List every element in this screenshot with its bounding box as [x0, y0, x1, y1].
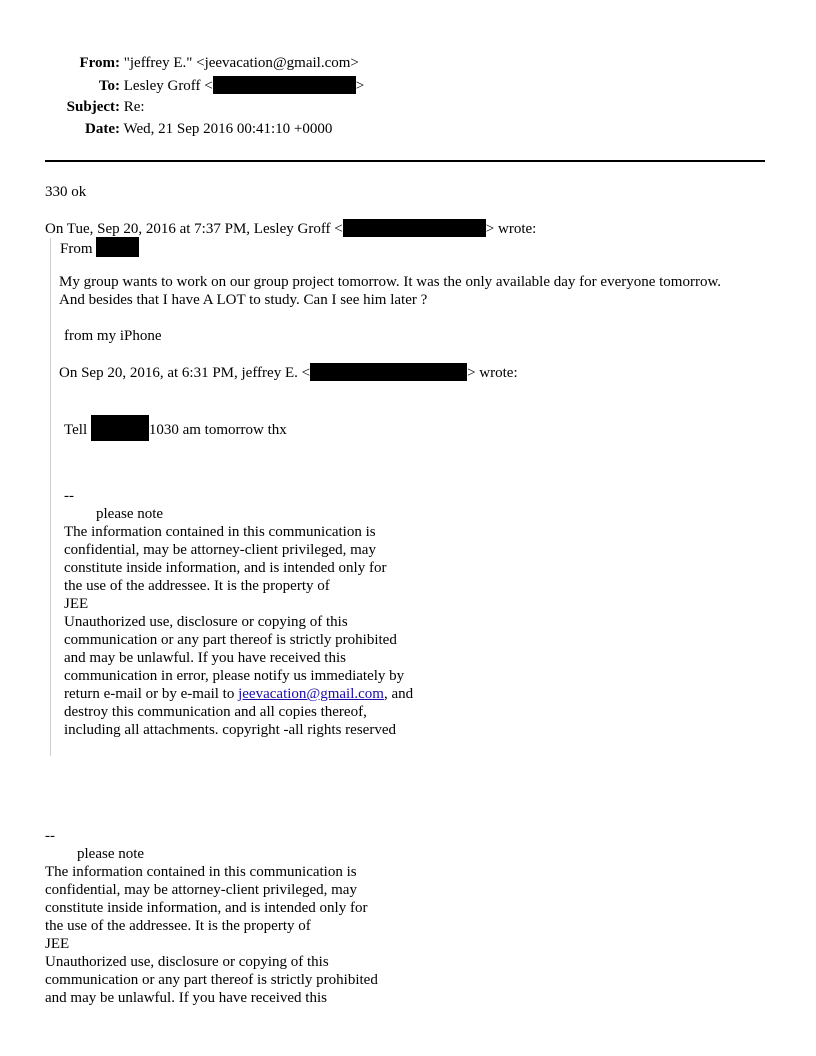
disclaimer-dashes: -- [45, 828, 55, 844]
reply-text: 330 ok [45, 184, 87, 200]
disclaimer-line: including all attachments. copyright -all rights reserved [64, 722, 396, 738]
quote1-attribution [45, 219, 536, 238]
email-link[interactable]: jeevacation@gmail.com [238, 686, 384, 702]
disclaimer-line: the use of the addressee. It is the property of [45, 918, 311, 934]
disclaimer-line: constitute inside information, and is intended only for [64, 560, 387, 576]
redaction-box [213, 76, 356, 94]
quoted-disclaimer [64, 487, 413, 739]
disclaimer-line: and may be unlawful. If you have received this [64, 650, 346, 666]
quote1-from-prefix: From [60, 241, 97, 257]
header-subject-value: Re: [123, 99, 145, 115]
quote1-paragraph-line1: My group wants to work on our group project tomorrow. It was the only available day for everyone tomorrow. [59, 274, 722, 290]
disclaimer-line: The information contained in this communication is [64, 524, 376, 540]
redaction-box [91, 415, 149, 441]
quote2-attribution [59, 363, 518, 382]
header-date-label: Date: [85, 121, 120, 137]
disclaimer-email-suffix: , and [383, 686, 414, 702]
header-from-label: From: [79, 55, 120, 71]
quote1-attribution-suffix: > wrote: [485, 221, 537, 237]
header-to-label: To: [98, 78, 120, 94]
disclaimer-line: confidential, may be attorney-client privileged, may [64, 542, 376, 558]
header-to-row [45, 76, 364, 95]
disclaimer-note: please note [77, 846, 145, 862]
disclaimer-line: Unauthorized use, disclosure or copying of this [64, 614, 348, 630]
disclaimer-email-prefix: return e-mail or by e-mail to [64, 686, 239, 702]
disclaimer-line: destroy this communication and all copies thereof, [64, 704, 367, 720]
header-from-value: "jeffrey E." <jeevacation@gmail.com> [123, 55, 359, 71]
quote2-attribution-prefix: On Sep 20, 2016, at 6:31 PM, jeffrey E. < [59, 365, 311, 381]
disclaimer-line: confidential, may be attorney-client privileged, may [45, 882, 357, 898]
quote1-signature: from my iPhone [64, 328, 162, 344]
disclaimer-line: and may be unlawful. If you have received this [45, 990, 327, 1006]
header-subject-label: Subject: [66, 99, 120, 115]
disclaimer-line: JEE [64, 596, 89, 612]
disclaimer-note: please note [96, 506, 164, 522]
header-to-prefix: Lesley Groff < [123, 78, 213, 94]
redaction-box [343, 219, 486, 237]
quote2-tell-suffix: 1030 am tomorrow thx [148, 422, 287, 438]
redaction-box [96, 237, 139, 257]
disclaimer-line: communication or any part thereof is strictly prohibited [45, 972, 378, 988]
header-divider [45, 160, 765, 162]
header-to-suffix: > [355, 78, 365, 94]
disclaimer-line: communication or any part thereof is strictly prohibited [64, 632, 397, 648]
quote2-message [64, 415, 287, 441]
outer-disclaimer [45, 827, 378, 1007]
quote1-from-line [60, 237, 139, 258]
disclaimer-line: Unauthorized use, disclosure or copying of this [45, 954, 329, 970]
quote-bar [50, 238, 51, 756]
quote2-tell-prefix: Tell [64, 422, 91, 438]
header-date-value: Wed, 21 Sep 2016 00:41:10 +0000 [123, 121, 333, 137]
quote1-paragraph-line2: And besides that I have A LOT to study. Can I see him later ? [59, 292, 428, 308]
disclaimer-dashes: -- [64, 488, 74, 504]
disclaimer-email-line [64, 685, 413, 703]
header-subject-row [45, 98, 145, 116]
header-date-row [45, 120, 332, 138]
disclaimer-line: the use of the addressee. It is the property of [64, 578, 330, 594]
quote2-attribution-suffix: > wrote: [467, 365, 518, 381]
disclaimer-line: communication in error, please notify us immediately by [64, 668, 405, 684]
disclaimer-line: JEE [45, 936, 70, 952]
quote1-attribution-prefix: On Tue, Sep 20, 2016 at 7:37 PM, Lesley Groff < [45, 221, 343, 237]
disclaimer-line: constitute inside information, and is intended only for [45, 900, 368, 916]
disclaimer-line: The information contained in this communication is [45, 864, 357, 880]
header-from-row [45, 54, 359, 72]
redaction-box [310, 363, 467, 381]
